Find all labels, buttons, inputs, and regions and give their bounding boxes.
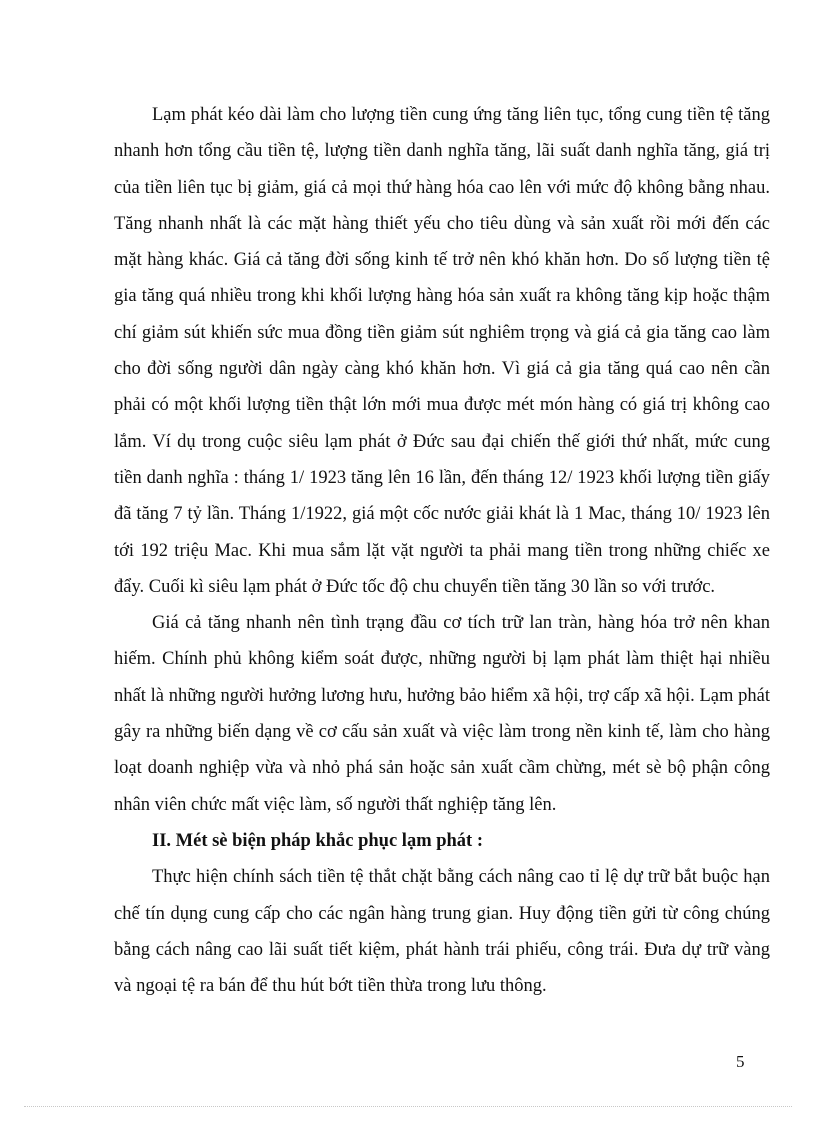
paragraph-monetary-policy: Thực hiện chính sách tiền tệ thắt chặt bằng cách nâng cao tỉ lệ dự trữ bắt buộc hạn chế tín dụng cung cấp cho các ngân hàng trung gian. Huy động tiền gửi từ công chúng bằng cách nâng cao lãi suất tiết kiệm, phát hành trái phiếu, công trái. Đưa dự trữ vàng và ngoại tệ ra bán để thu hút bớt tiền thừa trong lưu thông. (114, 867, 770, 997)
page-number: 5 (736, 1052, 745, 1071)
footer-divider (24, 1106, 792, 1107)
page-content (114, 97, 770, 1004)
section-heading: II. Mét sè biện pháp khắc phục lạm phát : (152, 830, 484, 851)
paragraph-speculation-effects: Giá cả tăng nhanh nên tình trạng đầu cơ tích trữ lan tràn, hàng hóa trở nên khan hiếm. Chính phủ không kiểm soát được, những người bị lạm phát làm thiệt hại nhiều nhất là những người hưởng lương hưu, hưởng bảo hiểm xã hội, trợ cấp xã hội. Lạm phát gây ra những biến dạng về cơ cấu sản xuất và việc làm trong nền kinh tế, làm cho hàng loạt doanh nghiệp vừa và nhỏ phá sản hoặc sản xuất cầm chừng, mét sè bộ phận công nhân viên chức mất việc làm, số người thất nghiệp tăng lên. (114, 613, 770, 815)
paragraph-inflation-effects: Lạm phát kéo dài làm cho lượng tiền cung ứng tăng liên tục, tổng cung tiền tệ tăng nhanh hơn tổng cầu tiền tệ, lượng tiền danh nghĩa tăng, lãi suất danh nghĩa tăng, giá trị của tiền liên tục bị giảm, giá cả mọi thứ hàng hóa cao lên với mức độ không bằng nhau. Tăng nhanh nhất là các mặt hàng thiết yếu cho tiêu dùng và sản xuất rồi mới đến các mặt hàng khác. Giá cả tăng đời sống kinh tế trở nên khó khăn hơn. Do số lượng tiền tệ gia tăng quá nhiều trong khi khối lượng hàng hóa sản xuất ra không tăng kịp hoặc thậm chí giảm sút khiến sức mua đồng tiền giảm sút nghiêm trọng và giá cả gia tăng cao làm cho đời sống người dân ngày càng khó khăn hơn. Vì giá cả gia tăng quá cao nên cần phải có một khối lượng tiền thật lớn mới mua được mét món hàng có giá trị không cao lắm. Ví dụ trong cuộc siêu lạm phát ở Đức sau đại chiến thế giới thứ nhất, mức cung tiền danh nghĩa : tháng 1/ 1923 tăng lên 16 lần, đến tháng 12/ 1923 khối lượng tiền giấy đã tăng 7 tỷ lần. Tháng 1/1922, giá một cốc nước giải khát là 1 Mac, tháng 10/ 1923 lên tới 192 triệu Mac. Khi mua sắm lặt vặt người ta phải mang tiền trong những chiếc xe đẩy. Cuối kì siêu lạm phát ở Đức tốc độ chu chuyển tiền tăng 30 lần so với trước. (114, 105, 770, 597)
